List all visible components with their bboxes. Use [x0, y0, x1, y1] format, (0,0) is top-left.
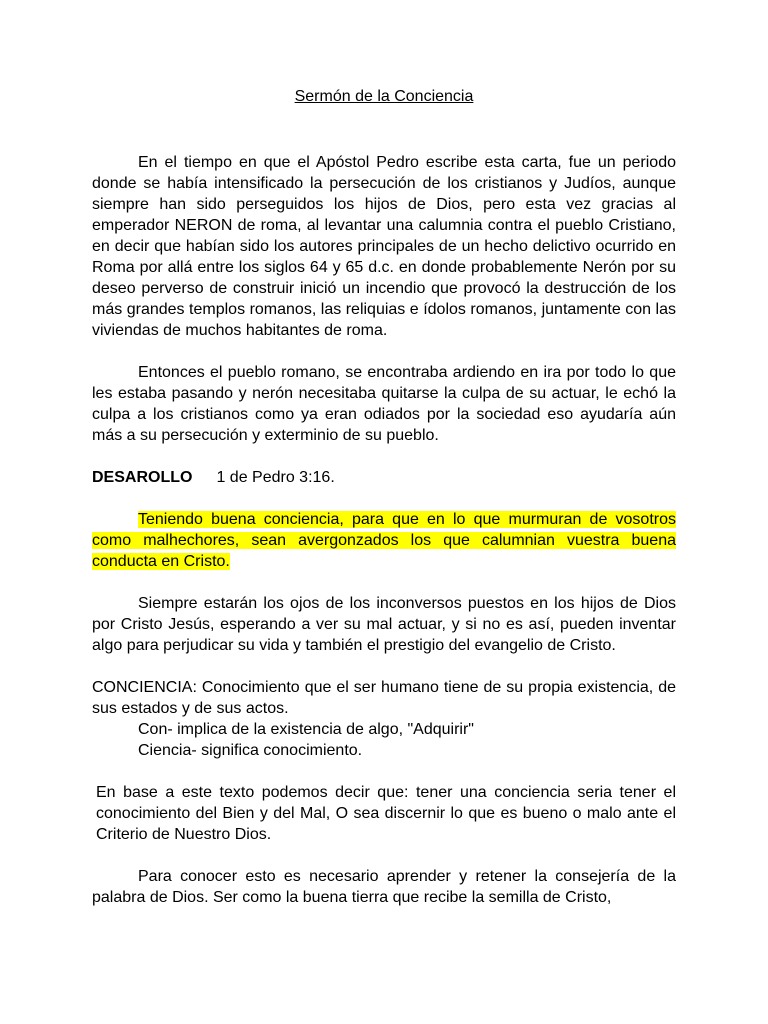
- document-title: Sermón de la Conciencia: [294, 88, 474, 105]
- section-heading-label: DESAROLLO: [92, 469, 193, 486]
- paragraph-knowledge: Para conocer esto es necesario aprender y retener la consejería de la palabra de Dios. Ser como la buena tierra que recibe la semilla de Cristo,: [92, 868, 676, 906]
- definition-conciencia: CONCIENCIA: Conocimiento que el ser humano tiene de su propia existencia, de sus estados y de sus actos.: [92, 679, 676, 717]
- paragraph-conclusion: En base a este texto podemos decir que: tener una conciencia seria tener el conocimiento del Bien y del Mal, O sea discernir lo que es bueno o malo ante el Criterio de Nuestro Dios.: [96, 784, 676, 843]
- definition-con: Con- implica de la existencia de algo, "Adquirir": [138, 721, 474, 738]
- section-heading: [92, 467, 676, 488]
- paragraph-roman-people: Entonces el pueblo romano, se encontraba ardiendo en ira por todo lo que les estaba pasando y nerón necesitaba quitarse la culpa de su actuar, le echó la culpa a los cristianos como ya eran odiados por la sociedad eso ayudaría aún más a su persecución y exterminio de su pueblo.: [92, 364, 676, 444]
- definition-ciencia: Ciencia- significa conocimiento.: [138, 742, 363, 759]
- paragraph-unbelievers: Siempre estarán los ojos de los inconversos puestos en los hijos de Dios por Cristo Jesús, esperando a ver su mal actuar, y si no es así, pueden inventar algo para perjudicar su vida y también el prestigio del evangelio de Cristo.: [92, 595, 676, 654]
- highlighted-verse: [92, 509, 676, 572]
- paragraph-intro: En el tiempo en que el Apóstol Pedro escribe esta carta, fue un periodo donde se había intensificado la persecución de los cristianos y Judíos, aunque siempre han sido perseguidos los hijos de Dios, pero esta vez gracias al emperador NERON de roma, al levantar una calumnia contra el pueblo Cristiano, en decir que habían sido los autores principales de un hecho delictivo ocurrido en Roma por allá entre los siglos 64 y 65 d.c. en donde probablemente Nerón por su deseo perverso de construir inició un incendio que provocó la destrucción de los más grandes templos romanos, las reliquias e ídolos romanos, juntamente con las viviendas de muchos habitantes de roma.: [92, 154, 676, 339]
- verse-text: Teniendo buena conciencia, para que en lo que murmuran de vosotros como malhechores, sean avergonzados los que calumnian vuestra buena conducta en Cristo.: [92, 511, 676, 570]
- scripture-reference: 1 de Pedro 3:16.: [216, 469, 335, 486]
